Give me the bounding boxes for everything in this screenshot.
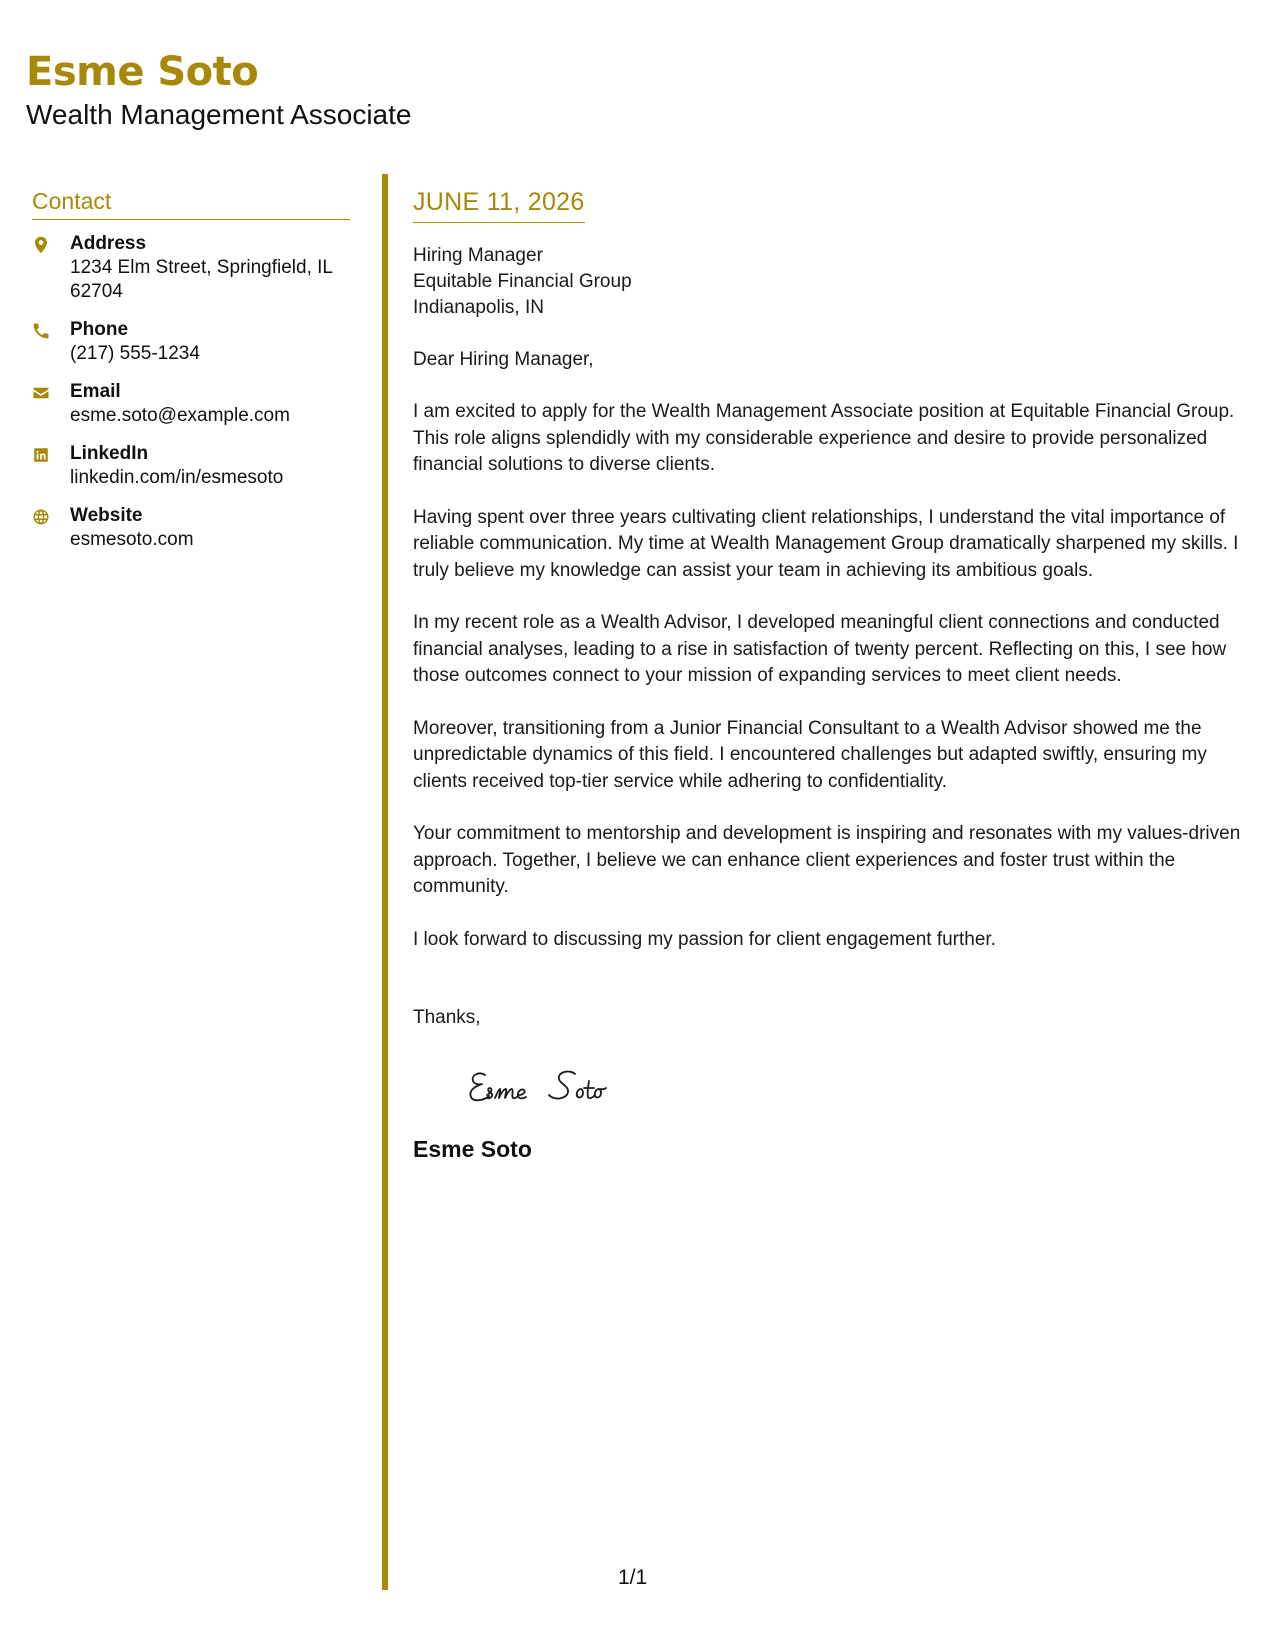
- signer-name: Esme Soto: [413, 1136, 532, 1162]
- recipient-title: Hiring Manager: [413, 245, 543, 266]
- website-value[interactable]: esmesoto.com: [70, 529, 194, 550]
- map-pin-icon: [32, 232, 70, 304]
- contact-website: [32, 504, 350, 552]
- closing: Thanks,: [413, 1007, 481, 1028]
- contact-linkedin: [32, 442, 350, 490]
- contact-sidebar: [32, 188, 350, 566]
- contact-email: [32, 380, 350, 428]
- vertical-divider: [382, 174, 388, 1590]
- paragraph-6: I look forward to discussing my passion for client engagement further.: [413, 928, 996, 950]
- recipient-location: Indianapolis, IN: [413, 297, 544, 318]
- contact-address: [32, 232, 350, 304]
- paragraph-2: Having spent over three years cultivating client relationships, I understand the vital importance of reliable communication. My time at Wealth Management Group dramatically sharpened my skills. I truly believe my knowledge can assist your team in achieving its ambitious goals.: [413, 506, 1239, 581]
- contact-label: Phone: [70, 319, 129, 340]
- contact-label: Email: [70, 381, 121, 402]
- contact-phone: [32, 318, 350, 366]
- paragraph-4: Moreover, transitioning from a Junior Financial Consultant to a Wealth Advisor showed me the unpredictable dynamics of this field. I encountered challenges but adapted swiftly, ensuring my clients received top-tier service while adhering to confidentiality.: [413, 717, 1207, 792]
- phone-icon: [32, 318, 70, 366]
- phone-value: (217) 555-1234: [70, 343, 200, 364]
- email-value[interactable]: esme.soto@example.com: [70, 405, 290, 426]
- globe-icon: [32, 504, 70, 552]
- page-number: 1/1: [618, 1566, 648, 1589]
- job-title: Wealth Management Associate: [26, 99, 412, 130]
- address-value: 1234 Elm Street, Springfield, IL 62704: [70, 257, 333, 302]
- paragraph-3: In my recent role as a Wealth Advisor, I developed meaningful client connections and conducted financial analyses, leading to a rise in satisfaction of twenty percent. Reflecting on this, I see how those outcomes connect to your mission of expanding services to meet client needs.: [413, 612, 1227, 686]
- contact-label: LinkedIn: [70, 443, 149, 464]
- contact-label: Address: [70, 233, 147, 254]
- recipient-company: Equitable Financial Group: [413, 271, 632, 292]
- linkedin-icon: [32, 442, 70, 490]
- paragraph-1: I am excited to apply for the Wealth Management Associate position at Equitable Financial Group. This role aligns splendidly with my considerable experience and desire to provide personalized financial solutions to diverse clients.: [413, 401, 1235, 475]
- applicant-name: Esme Soto: [26, 49, 259, 95]
- linkedin-value[interactable]: linkedin.com/in/esmesoto: [70, 467, 284, 488]
- contact-label: Website: [70, 505, 143, 526]
- recipient-block: [413, 243, 1243, 321]
- paragraph-5: Your commitment to mentorship and development is inspiring and resonates with my values-driven approach. Together, I believe we can enhance client experiences and foster trust within the community.: [413, 823, 1241, 897]
- letter-date: JUNE 11, 2026: [413, 188, 585, 223]
- contact-heading: Contact: [32, 188, 350, 220]
- greeting: Dear Hiring Manager,: [413, 349, 594, 370]
- letter-body: [413, 188, 1243, 1163]
- envelope-icon: [32, 380, 70, 428]
- handwritten-signature: [463, 1061, 633, 1111]
